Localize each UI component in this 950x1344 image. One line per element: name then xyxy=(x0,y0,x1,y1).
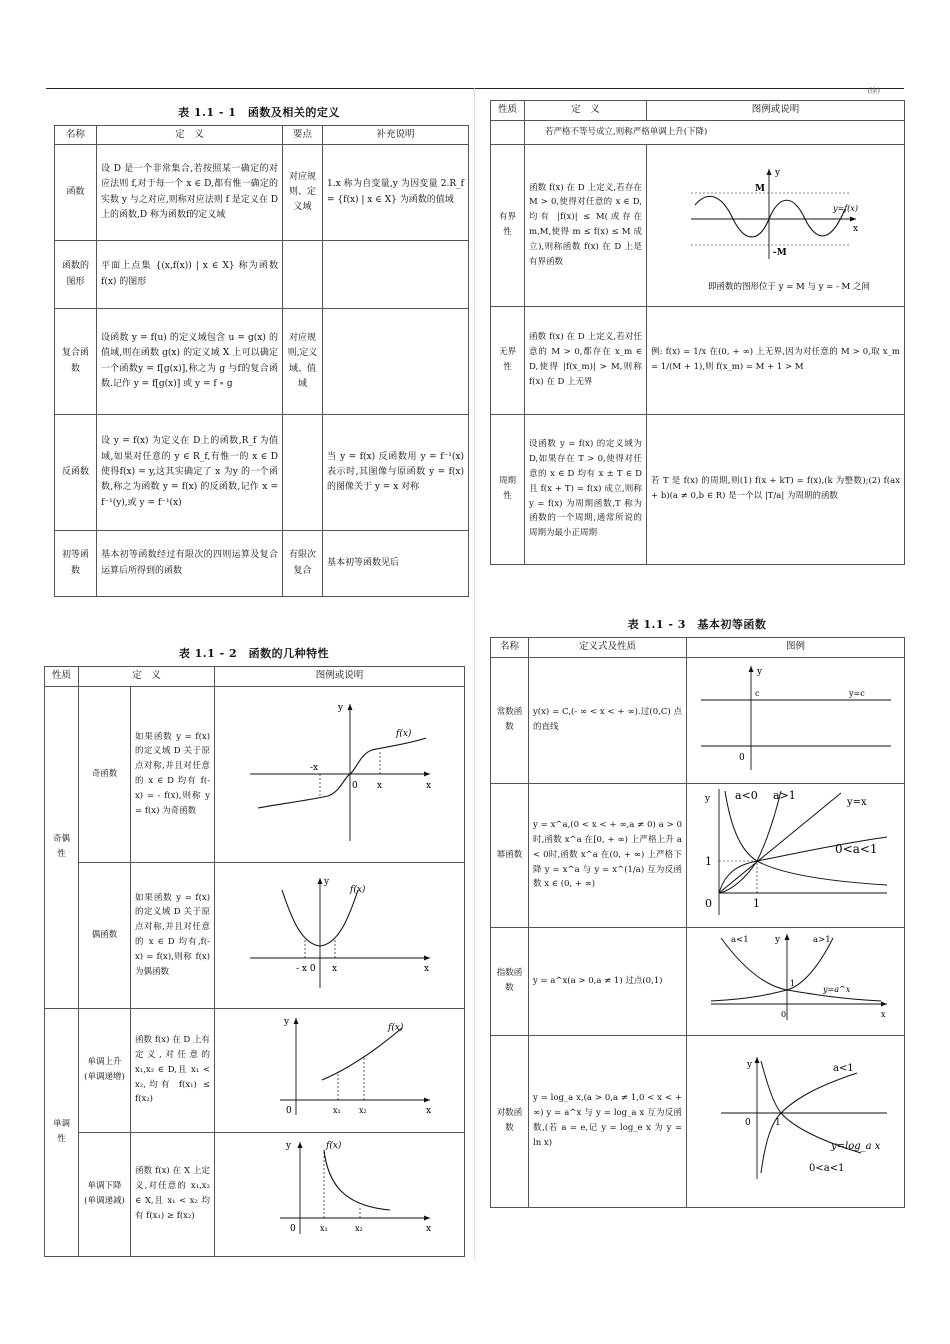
row-name: 对数函数 xyxy=(491,1035,529,1207)
origin-label: 0 xyxy=(738,752,745,763)
row-def: 如果函数 y = f(x) 的定义域 D 关于原点对称,并且对任意的 x ∈ D 均有 f(- x) = - f(x),则称 y = f(x) 为奇函数 xyxy=(131,686,215,862)
curve-label: a>1 xyxy=(772,788,796,802)
origin-label: 0 xyxy=(704,896,712,910)
axis-label: y xyxy=(704,793,710,804)
header-note: 补充说明 xyxy=(323,126,469,145)
origin-label: 0 xyxy=(351,781,358,792)
axis-label: x xyxy=(425,781,431,792)
table-1-caption: 表 1.1 - 1 函数及相关的定义 xyxy=(178,106,340,119)
axis-label: y xyxy=(774,935,780,946)
axis-label: y xyxy=(337,703,343,714)
row-name: 指数函数 xyxy=(491,927,529,1035)
bounded-function-figure xyxy=(647,144,905,306)
row-note: 基本初等函数见后 xyxy=(323,531,469,597)
curve-label: a<0 xyxy=(734,788,758,802)
tick-label: x xyxy=(376,781,382,792)
row-def: y(x) = C,(- ∞ < x < + ∞).过(0,C) 点的直线 xyxy=(529,657,687,783)
odd-function-plot xyxy=(240,696,440,846)
row-note: 当 y = f(x) 反函数用 y = f⁻¹(x) 表示时,其图像与原函数 y = f(x) 的图像关于 y = x 对称 xyxy=(323,415,469,531)
table-3 xyxy=(490,637,905,1208)
row-name: 常数函数 xyxy=(491,657,529,783)
bounded-function-plot xyxy=(651,147,901,297)
header-key: 要点 xyxy=(283,126,323,145)
header-def: 定 义 xyxy=(79,667,215,687)
curve-label: a<1 xyxy=(730,935,749,946)
axis-label: y xyxy=(323,876,329,887)
power-function-plot xyxy=(691,785,901,920)
row-sub: 单调上升(单调递增) xyxy=(79,1008,131,1132)
table-3-header xyxy=(491,638,905,658)
table-row xyxy=(55,145,469,241)
table-row xyxy=(45,1008,465,1132)
row-name: 反函数 xyxy=(55,415,97,531)
table-row xyxy=(55,531,469,597)
table-row xyxy=(55,241,469,309)
row-def: 函数 f(x) 在 D 上定义,若存在 M > 0,使得对任意的 x ∈ D,均有 |f(x)| ≤ M(或存在 m,M,使得 m ≤ f(x) ≤ M 成立),则称函数 f(x) 在 D 上是有界函数 xyxy=(525,144,647,306)
row-def: 函数 f(x) 在 D 上有定义,对任意的 x₁,x₂ ∈ D,且 x₁ < x₂,均有 f(x₁) ≤ f(x₂) xyxy=(131,1008,215,1132)
row-name: 函数的图形 xyxy=(55,241,97,309)
tick-label: - x 0 xyxy=(295,963,316,974)
empty-cell xyxy=(491,120,525,144)
constant-function-figure xyxy=(687,657,905,783)
table-row xyxy=(491,657,905,783)
exponential-function-figure xyxy=(687,927,905,1035)
even-function-figure xyxy=(215,862,465,1008)
table-row xyxy=(491,120,905,144)
bound-label: M xyxy=(754,184,765,195)
axis-label: x xyxy=(423,963,429,974)
header-figure: 图例或说明 xyxy=(215,667,465,687)
even-function-plot xyxy=(240,870,440,995)
curve-label: y=c xyxy=(848,688,865,698)
row-sub: 偶函数 xyxy=(79,862,131,1008)
origin-label: 0 xyxy=(780,1010,786,1020)
row-def: 设 y = f(x) 为定义在 D上的函数,R_f 为值域,如果对任意的 y ∈ R_f,有惟一的 x ∈ D 使得f(x) = y,这其实确定了 x 为y 的一个函数,称之为函数 y = f(x) 的反函数,记作 x = f⁻¹(y),或 y = f⁻¹(x) xyxy=(97,415,283,531)
row-name: 复合函数 xyxy=(55,309,97,415)
row-def: 设函数 y = f(u) 的定义域包含 u = g(x) 的值域,则在函数 g(x) 的定义域 X 上可以确定一个函数y = f[g(x)],称之为 g 与f的复合函数.记作 y = f[g(x)] 或 y = f ∘ g xyxy=(97,309,283,415)
table-row xyxy=(55,415,469,531)
top-rule xyxy=(46,88,904,89)
axis-label: x xyxy=(425,1223,431,1234)
row-def: 设 D 是一个非常集合,若按照某一确定的对应法则 f,对于每一个 x ∈ D,都有惟一确定的实数 y 与之对应,则称对应法则 f 是定义在 D 上的函数,D 称为函数f的定义域 xyxy=(97,145,283,241)
table-3-caption: 表 1.1 - 3 基本初等函数 xyxy=(627,618,767,631)
row-def: 设函数 y = f(x) 的定义域为 D,如果存在 T > 0,使得对任意的 x ∈ D 均有 x ± T ∈ D 且 f(x + T) = f(x) 成立,则称 y = f(x) 为周期函数,T 称为函数的一个周期,通常所说的周期为最小正周期 xyxy=(525,414,647,564)
table-1 xyxy=(54,125,469,597)
row-name: 幂函数 xyxy=(491,783,529,927)
axis-label: y xyxy=(756,666,762,677)
row-name: 有界性 xyxy=(491,144,525,306)
table-row xyxy=(491,306,905,414)
origin-label: 0 xyxy=(289,1223,296,1234)
decreasing-function-plot xyxy=(240,1134,440,1249)
curve-label: a<1 xyxy=(832,1063,854,1075)
curve-label: f(x) xyxy=(325,1140,341,1151)
table-row xyxy=(491,144,905,306)
row-def: 平面上点集 {(x,f(x)) | x ∈ X} 称为函数 f(x) 的图形 xyxy=(97,241,283,309)
tick-label: x₂ xyxy=(354,1223,363,1233)
header-figure: 图例 xyxy=(687,638,905,658)
row-def: y = x^a,(0 < x < + ∞,a ≠ 0) a > 0时,函数 x^a 在[0, + ∞) 上严格上升 a < 0时,函数 x^a 在(0, + ∞) 上严格下降 y = x^a 与 y = x^(1/a) 互为反函数 x ∈ (0, + ∞) xyxy=(529,783,687,927)
row-sub: 奇函数 xyxy=(79,686,131,862)
axis-label: x xyxy=(425,1105,431,1116)
table-row xyxy=(491,1035,905,1207)
axis-label: y xyxy=(285,1140,291,1151)
row-sub: 单调下降(单调递减) xyxy=(79,1132,131,1256)
curve-label: f(x) xyxy=(395,729,411,740)
corner-mark: (续) xyxy=(867,87,880,95)
header-def: 定义式及性质 xyxy=(529,638,687,658)
table-row xyxy=(45,1132,465,1256)
axis-label: y xyxy=(774,168,780,179)
tick-label: x xyxy=(331,963,337,974)
table-2 xyxy=(44,666,465,1257)
row-note: 若 T 是 f(x) 的周期,则(1) f(x + kT) = f(x),(k 为整数);(2) f(ax + b)(a ≠ 0,b ∈ R) 是一个以 |T/a| 为周期的函数 xyxy=(647,414,905,564)
row-def: 函数 f(x) 在 D 上定义,若对任意的 M > 0,都存在 x_m ∈ D,使得 |f(x_m)| > M,则称 f(x) 在 D 上无界 xyxy=(525,306,647,414)
tick-label: -x xyxy=(309,763,318,774)
header-figure: 图例或说明 xyxy=(647,101,905,121)
header-name: 名称 xyxy=(491,638,529,658)
table-row xyxy=(491,783,905,927)
row-key: 对应规则,定义域、值域 xyxy=(283,309,323,415)
table-row xyxy=(491,927,905,1035)
origin-label: 0 xyxy=(744,1118,751,1129)
constant-function-plot xyxy=(691,660,901,775)
group-monotonic: 单调性 xyxy=(45,1008,79,1256)
odd-function-figure xyxy=(215,686,465,862)
curve-label: f(x) xyxy=(349,884,365,895)
tick-label: 1 xyxy=(704,854,712,868)
group-parity: 奇偶性 xyxy=(45,686,79,1008)
tick-label: 1 xyxy=(774,1118,781,1129)
row-def: 函数 f(x) 在 X 上定义,对任意的 x₁,x₂ ∈ X,且 x₁ < x₂ 均有 f(x₁) ≥ f(x₂) xyxy=(131,1132,215,1256)
curve-label: y=a^x xyxy=(822,985,850,995)
table-row xyxy=(491,414,905,564)
table-1-header xyxy=(55,126,469,145)
tick-label: x₂ xyxy=(358,1105,367,1115)
row-key xyxy=(283,241,323,309)
curve-label: a>1 xyxy=(812,935,831,946)
header-property: 性质 xyxy=(45,667,79,687)
figure-note: 即函数的图形位于 y = M 与 y = - M 之间 xyxy=(707,282,870,293)
column-divider xyxy=(474,88,475,1258)
row-def: y = log_a x,(a > 0,a ≠ 1,0 < x < + ∞) y = a^x 与 y = log_a x 互为反函数,(若 a = e,记 y = log_e x 为 y = ln x) xyxy=(529,1035,687,1207)
axis-label: y xyxy=(283,1016,289,1027)
row-key xyxy=(283,415,323,531)
curve-label: y=log_a x xyxy=(830,1141,880,1153)
bound-label: -M xyxy=(772,248,787,259)
row-name: 函数 xyxy=(55,145,97,241)
increasing-function-figure xyxy=(215,1008,465,1132)
origin-label: 0 xyxy=(285,1105,292,1116)
row-note: 1.x 称为自变量,y 为因变量 2.R_f = {f(x) | x ∈ X} 为函数的值域 xyxy=(323,145,469,241)
logarithm-function-figure xyxy=(687,1035,905,1207)
continued-line: 若严格不等号成立,则称严格单调上升(下降) xyxy=(525,120,905,144)
header-property: 性质 xyxy=(491,101,525,121)
tick-label: c xyxy=(754,688,759,698)
axis-label: y xyxy=(746,1060,752,1071)
row-name: 无界性 xyxy=(491,306,525,414)
row-key: 对应规则、定义域 xyxy=(283,145,323,241)
curve-label: 0<a<1 xyxy=(808,1163,844,1175)
tick-label: x₁ xyxy=(319,1223,328,1233)
table-row xyxy=(45,686,465,862)
tick-label: x₁ xyxy=(332,1105,341,1115)
row-name: 周期性 xyxy=(491,414,525,564)
logarithm-function-plot xyxy=(691,1053,901,1183)
table-row xyxy=(55,309,469,415)
axis-label: x xyxy=(852,224,858,235)
tick-label: 1 xyxy=(752,896,760,910)
header-name: 名称 xyxy=(55,126,97,145)
header-def: 定 义 xyxy=(97,126,283,145)
row-name: 初等函数 xyxy=(55,531,97,597)
table-2-continued xyxy=(490,100,905,565)
table-row xyxy=(45,862,465,1008)
row-key: 有限次复合 xyxy=(283,531,323,597)
axis-label: x xyxy=(880,1010,886,1020)
curve-label: f(x) xyxy=(387,1022,403,1033)
table-2-header xyxy=(45,667,465,687)
header-def: 定 义 xyxy=(525,101,647,121)
power-function-figure xyxy=(687,783,905,927)
row-def: 基本初等函数经过有限次的四则运算及复合运算后所得到的函数 xyxy=(97,531,283,597)
exponential-function-plot xyxy=(691,928,901,1028)
tick-label: 1 xyxy=(789,979,795,989)
row-note: 例: f(x) = 1/x 在(0, + ∞) 上无界,因为对任意的 M > 0,取 x_m = 1/(M + 1),则 f(x_m) = M + 1 > M xyxy=(647,306,905,414)
curve-label: y=x xyxy=(846,796,867,808)
table-2-caption: 表 1.1 - 2 函数的几种特性 xyxy=(178,647,330,660)
increasing-function-plot xyxy=(240,1010,440,1125)
row-def: y = a^x(a > 0,a ≠ 1) 过点(0,1) xyxy=(529,927,687,1035)
row-note xyxy=(323,309,469,415)
row-def: 如果函数 y = f(x) 的定义域 D 关于原点对称,并且对任意的 x ∈ D 均有,f(- x) = f(x),则称 f(x) 为偶函数 xyxy=(131,862,215,1008)
curve-label: 0<a<1 xyxy=(834,841,878,856)
curve-label: y=f(x) xyxy=(832,204,858,214)
row-note xyxy=(323,241,469,309)
decreasing-function-figure xyxy=(215,1132,465,1256)
table-2c-header xyxy=(491,101,905,121)
